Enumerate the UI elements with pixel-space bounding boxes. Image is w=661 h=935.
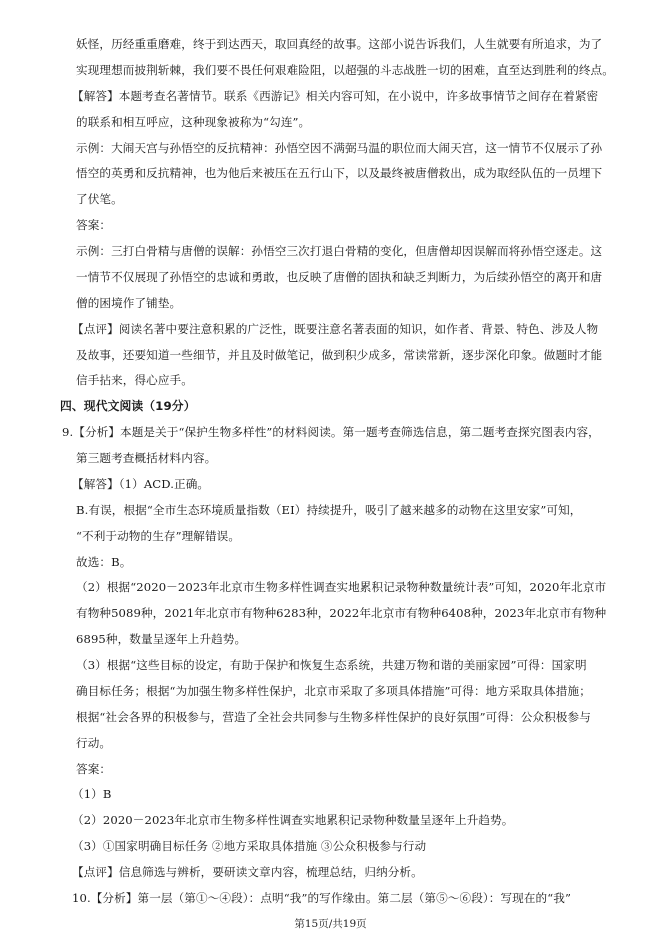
text-line: 答案：	[76, 762, 112, 776]
text-line: 【点评】信息筛选与辨析，要研读文章内容，梳理总结，归纳分析。	[72, 865, 423, 879]
text-line: 僧的困境作了铺垫。	[76, 296, 182, 310]
text-line: 故选：B。	[76, 555, 132, 569]
text-line: 第三题考查概括材料内容。	[76, 451, 217, 465]
text-line: 行动。	[76, 736, 112, 750]
section-heading: 四、现代文阅读（19分）	[60, 399, 196, 413]
text-line: （2）根据“2020－2023年北京市生物多样性调查实地累积记录物种数量统计表”可知，2020年北京市	[76, 580, 607, 594]
page-footer: 第15页/共19页	[294, 918, 367, 930]
text-line: 【解答】（1）ACD.正确。	[72, 477, 210, 491]
text-line: 及故事，还要知道一些细节，并且及时做笔记，做到积少成多，常读常新，逐步深化印象。做题时才能	[76, 348, 603, 362]
text-line: 【点评】阅读名著中要注意积累的广泛性，既要注意名著表面的知识，如作者、背景、特色、涉及人物	[72, 322, 599, 336]
text-line: 的联系和相互呼应，这种现象被称为“勾连”。	[76, 115, 311, 129]
text-line: 有物种5089种，2021年北京市有物种6283种，2022年北京市有物种6408种，2023年北京市有物种	[76, 606, 607, 620]
text-line: “不利于动物的生存”理解错误。	[76, 529, 241, 543]
text-line: 示例：大闹天宫与孙悟空的反抗精神：孙悟空因不满弼马温的职位而大闹天宫，这一情节不仅展示了孙	[76, 141, 603, 155]
text-line: 实现理想而披荆斩棘，我们要不畏任何艰难险阻，以超强的斗志战胜一切的困难，直至达到胜利的终点。	[76, 63, 614, 77]
text-line: （3）①国家明确目标任务 ②地方采取具体措施 ③公众积极参与行动	[72, 839, 427, 853]
text-line: 答案：	[76, 218, 112, 232]
text-line: 了伏笔。	[76, 192, 123, 206]
text-line: 9.【分析】本题是关于“保护生物多样性”的材料阅读。第一题考查筛选信息，第二题考查探究图表内容，	[62, 425, 600, 439]
text-line: B.有误，根据“全市生态环境质量指数（EI）持续提升，吸引了越来越多的动物在这里安家”可知，	[76, 503, 582, 517]
text-line: （2）2020－2023年北京市生物多样性调查实地累积记录物种数量呈逐年上升趋势。	[72, 813, 514, 827]
text-line: 悟空的英勇和反抗精神，也为他后来被压在五行山下，以及最终被唐僧救出，成为取经队伍的一员埋下	[76, 166, 603, 180]
text-line: 根据“社会各界的积极参与，营造了全社会共同参与生物多样性保护的良好氛围”可得：公众积极参与	[76, 710, 591, 724]
text-line: （1）B	[72, 787, 112, 801]
text-line: 【解答】本题考查名著情节。联系《西游记》相关内容可知，在小说中，许多故事情节之间存在着紧密	[72, 89, 599, 103]
text-line: 信手拈来，得心应手。	[76, 373, 193, 387]
text-line: 确目标任务；根据“为加强生物多样性保护，北京市采取了多项具体措施”可得：地方采取具体措施；	[76, 684, 591, 698]
text-line: 妖怪，历经重重磨难，终于到达西天，取回真经的故事。这部小说告诉我们，人生就要有所追求，为了	[76, 37, 603, 51]
text-line: 10.【分析】第一层（第①～④段）：点明“我”的写作缘由。第二层（第⑤～⑥段）：写现在的“我”	[72, 891, 571, 905]
text-line: （3）根据“这些目标的设定，有助于保护和恢复生态系统，共建万物和谐的美丽家园”可得：国家明	[76, 658, 587, 672]
text-line: 一情节不仅展现了孙悟空的忠诚和勇敢，也反映了唐僧的固执和缺乏判断力，为后续孙悟空的离开和唐	[76, 270, 603, 284]
text-line: 示例：三打白骨精与唐僧的误解：孙悟空三次打退白骨精的变化，但唐僧却因误解而将孙悟空逐走。这	[76, 244, 603, 258]
text-line: 6895种，数量呈逐年上升趋势。	[76, 632, 247, 646]
